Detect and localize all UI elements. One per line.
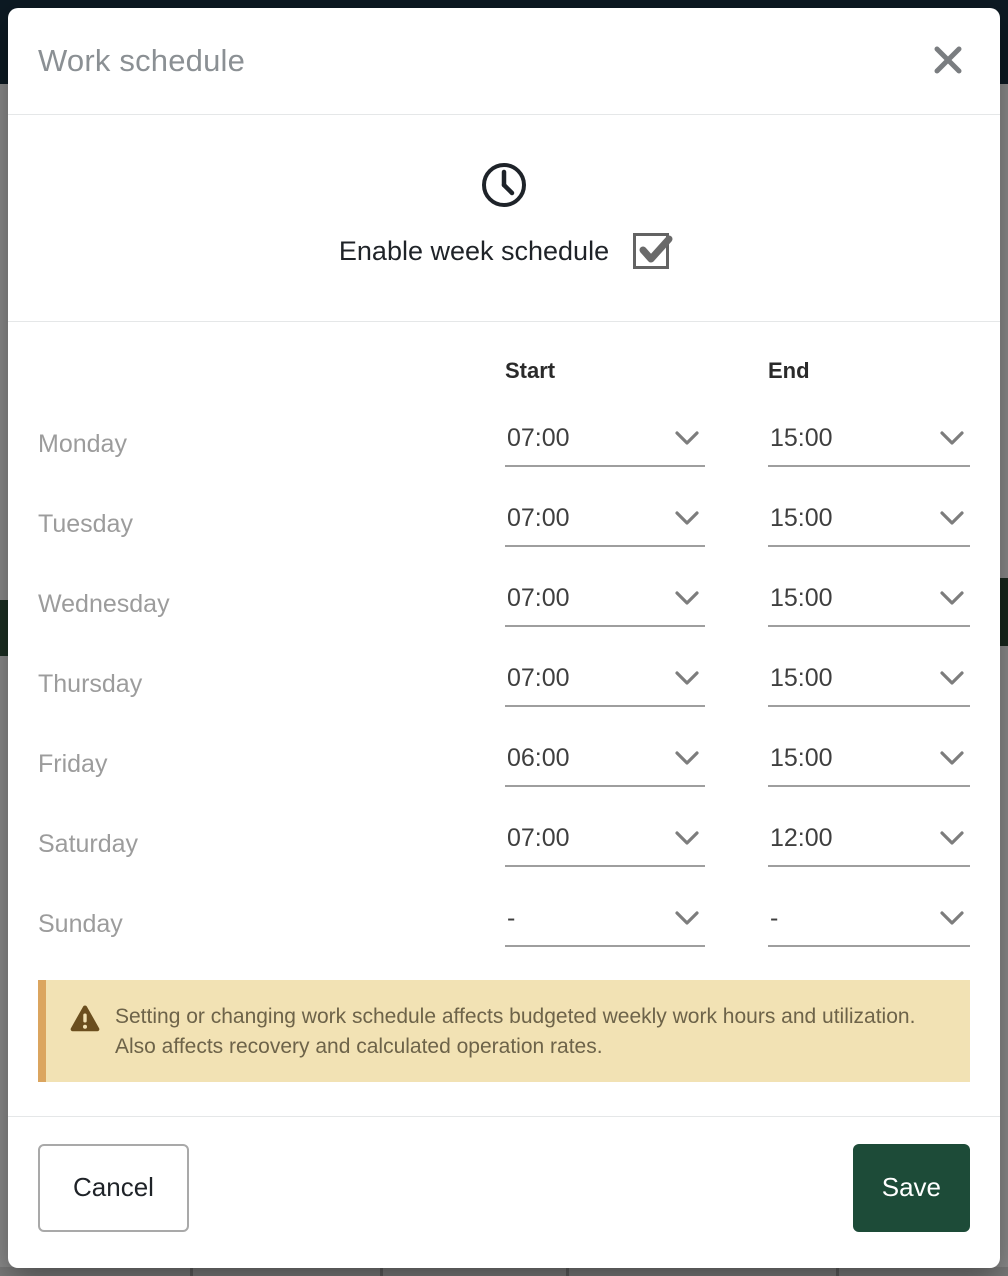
work-schedule-dialog: [8, 8, 1000, 1268]
schedule-row-thursday: [38, 644, 970, 724]
backdrop-bottom-strip: [0, 1267, 1008, 1276]
schedule-row-monday: [38, 404, 970, 484]
chevron-down-icon: [675, 831, 699, 846]
end-time-value: 15:00: [770, 583, 833, 612]
save-button[interactable]: Save: [853, 1144, 970, 1232]
day-label: Tuesday: [38, 509, 133, 538]
check-icon: [637, 233, 675, 267]
chevron-down-icon: [940, 751, 964, 766]
chevron-down-icon: [675, 751, 699, 766]
schedule-row-tuesday: [38, 484, 970, 564]
backdrop-table-line: [836, 1267, 839, 1276]
clock-icon: [480, 161, 528, 209]
end-time-select[interactable]: [768, 661, 970, 707]
end-time-select[interactable]: [768, 901, 970, 947]
dialog-title: Work schedule: [38, 43, 246, 78]
close-icon: [933, 45, 963, 78]
warning-text: Setting or changing work schedule affects budgeted weekly work hours and utilization. Also affects recovery and calculated operation rates.: [115, 1005, 916, 1058]
chevron-down-icon: [675, 511, 699, 526]
schedule-row-friday: [38, 724, 970, 804]
start-time-select[interactable]: [505, 501, 705, 547]
cancel-button[interactable]: Cancel: [38, 1144, 189, 1232]
start-time-value: 07:00: [507, 423, 570, 452]
schedule-row-sunday: [38, 884, 970, 964]
end-time-value: -: [770, 903, 779, 932]
start-time-select[interactable]: [505, 581, 705, 627]
start-time-select[interactable]: [505, 661, 705, 707]
end-time-select[interactable]: [768, 421, 970, 467]
start-time-value: 06:00: [507, 743, 570, 772]
schedule-row-wednesday: [38, 564, 970, 644]
chevron-down-icon: [940, 591, 964, 606]
table-header-row: [38, 358, 970, 404]
chevron-down-icon: [940, 511, 964, 526]
start-time-value: 07:00: [507, 503, 570, 532]
chevron-down-icon: [940, 911, 964, 926]
end-time-value: 15:00: [770, 743, 833, 772]
dialog-header: [8, 8, 1000, 115]
dialog-footer: [8, 1116, 1000, 1268]
start-time-select[interactable]: [505, 901, 705, 947]
backdrop-table-line: [566, 1267, 569, 1276]
end-column-header: End: [768, 358, 810, 383]
day-label: Friday: [38, 749, 108, 778]
warning-banner: [38, 980, 970, 1082]
chevron-down-icon: [940, 671, 964, 686]
end-time-select[interactable]: [768, 581, 970, 627]
chevron-down-icon: [675, 431, 699, 446]
start-time-select[interactable]: [505, 421, 705, 467]
backdrop-table-line: [380, 1267, 383, 1276]
start-time-value: 07:00: [507, 663, 570, 692]
chevron-down-icon: [675, 911, 699, 926]
schedule-table: [8, 322, 1000, 1116]
day-label: Monday: [38, 429, 127, 458]
start-column-header: Start: [505, 358, 556, 383]
chevron-down-icon: [940, 431, 964, 446]
day-label: Wednesday: [38, 589, 170, 618]
warning-icon: [70, 1005, 100, 1037]
start-time-value: -: [507, 903, 516, 932]
chevron-down-icon: [675, 591, 699, 606]
end-time-value: 15:00: [770, 503, 833, 532]
backdrop-table-line: [190, 1267, 193, 1276]
chevron-down-icon: [675, 671, 699, 686]
start-time-select[interactable]: [505, 821, 705, 867]
enable-week-schedule-label: Enable week schedule: [338, 235, 610, 266]
enable-week-checkbox[interactable]: [633, 233, 669, 269]
end-time-value: 15:00: [770, 423, 833, 452]
end-time-select[interactable]: [768, 821, 970, 867]
close-button[interactable]: [928, 41, 968, 81]
end-time-select[interactable]: [768, 741, 970, 787]
start-time-value: 07:00: [507, 823, 570, 852]
end-time-select[interactable]: [768, 501, 970, 547]
enable-row: [339, 233, 669, 269]
day-label: Sunday: [38, 909, 123, 938]
day-label: Thursday: [38, 669, 143, 698]
day-label: Saturday: [38, 829, 139, 858]
schedule-row-saturday: [38, 804, 970, 884]
enable-section: [8, 115, 1000, 322]
start-time-select[interactable]: [505, 741, 705, 787]
start-time-value: 07:00: [507, 583, 570, 612]
end-time-value: 12:00: [770, 823, 833, 852]
backdrop-fragment: [999, 578, 1008, 646]
end-time-value: 15:00: [770, 663, 833, 692]
chevron-down-icon: [940, 831, 964, 846]
